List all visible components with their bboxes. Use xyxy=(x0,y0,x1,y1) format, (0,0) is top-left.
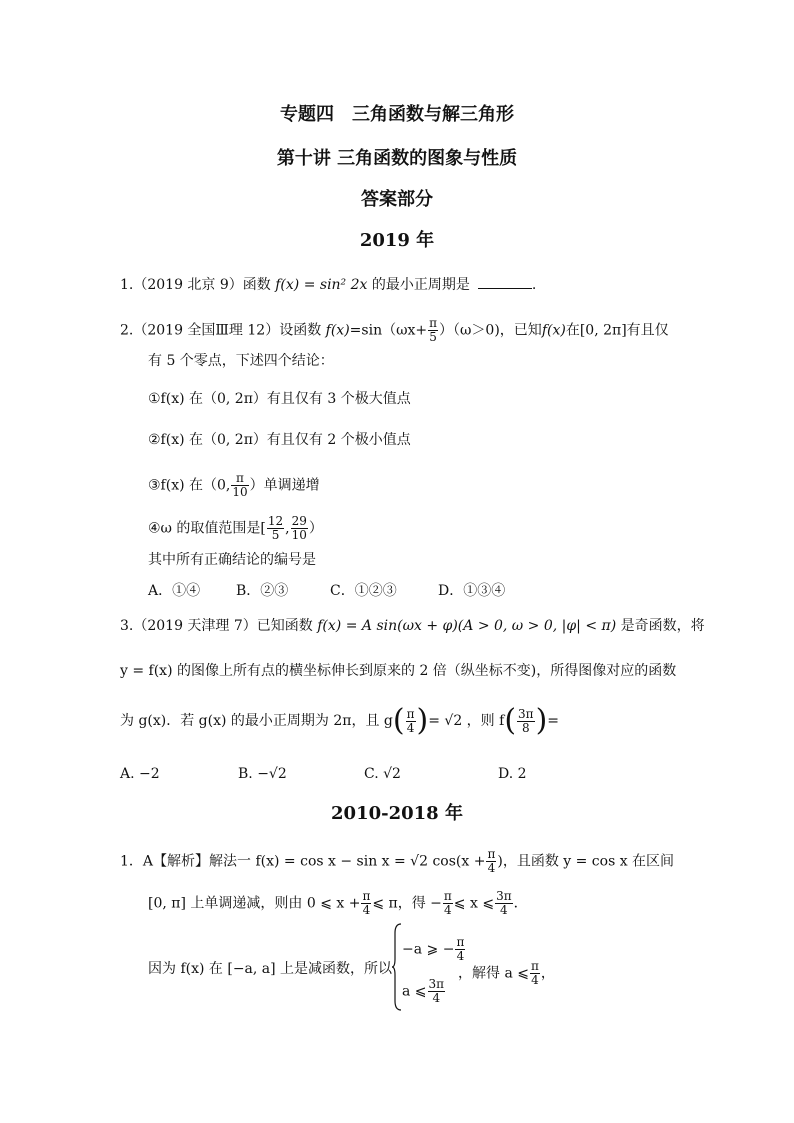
q3-text: 为 g(x)．若 g(x) 的最小正周期为 2π，且 g xyxy=(120,713,393,729)
sys1-den: 4 xyxy=(456,949,465,963)
a1-fraction-1 xyxy=(486,848,496,875)
system-line-1 xyxy=(402,936,466,963)
system-line-2 xyxy=(402,978,446,1005)
question-2-line1 xyxy=(120,317,669,344)
a1-den2: 4 xyxy=(362,903,371,917)
a1-num4: 3π xyxy=(496,889,512,903)
s3-den: 10 xyxy=(232,485,248,499)
s4-num1: 12 xyxy=(267,514,284,528)
a1-line3-end: ， xyxy=(540,965,555,982)
year-heading-2019: 2019 年 xyxy=(359,230,435,251)
a1-num3: π xyxy=(443,889,452,903)
a1-line2-end: ． xyxy=(513,895,528,912)
s4-text: ④ω 的取值范围是[ xyxy=(148,520,266,537)
a1-line2-mid2: ⩽ x ⩽ xyxy=(453,895,495,912)
answer-title: 答案部分 xyxy=(361,189,433,210)
q2-frac-num: π xyxy=(429,316,438,330)
q2-fraction xyxy=(428,317,438,344)
statement-2: ②f(x) 在（0, 2π）有且仅有 2 个极小值点 xyxy=(148,432,411,448)
question-2-ask: 其中所有正确结论的编号是 xyxy=(148,552,316,568)
a1-text1: 1．A【解析】解法一 f(x) = cos x − sin x = √2 cos(x + xyxy=(120,853,486,870)
q2-option-c: C．①②③ xyxy=(330,583,397,599)
q2-option-d: D．①③④ xyxy=(438,583,506,599)
a1-num5: π xyxy=(530,959,539,973)
sys2-fraction xyxy=(428,978,446,1005)
a1-fraction-2 xyxy=(361,890,371,917)
a1-line2-text: [0, π] 上单调递减，则由 0 ⩽ x + xyxy=(148,895,361,912)
q3-g-fraction xyxy=(406,708,416,735)
topic-title: 专题四 三角函数与解三角形 xyxy=(280,104,514,125)
answer-1-line2 xyxy=(148,890,528,917)
a1-line3-text: ，解得 a ⩽ xyxy=(458,965,529,982)
q3-option-b: B. −√2 xyxy=(238,766,287,782)
question-3-line2: y = f(x) 的图像上所有点的横坐标伸长到原来的 2 倍（纵坐标不变)，所得图像对应的函数 xyxy=(120,663,677,679)
q2-frac-den: 5 xyxy=(429,330,437,344)
s3-fraction xyxy=(231,472,248,499)
sys1-fraction xyxy=(455,936,465,963)
a1-den1: 4 xyxy=(487,861,496,875)
question-1: 1.（2019 北京 9）函数 f(x) = sin² 2x 的最小正周期是 . xyxy=(120,277,537,293)
lecture-title: 第十讲 三角函数的图象与性质 xyxy=(276,148,518,169)
year-heading-2010-2018: 2010-2018 年 xyxy=(331,803,463,824)
system-brace xyxy=(392,923,402,1011)
sys2-den: 4 xyxy=(432,991,441,1005)
s4-tail: ） xyxy=(308,520,323,537)
q2-eq: =sin（ωx+ xyxy=(349,322,428,339)
statement-4: ④ω 的取值范围是[ $\frac{12}{5}$ , $\frac{29}{10}$ ） xyxy=(148,514,323,542)
q3-option-a: A. −2 xyxy=(120,766,160,782)
answer-blank xyxy=(478,276,532,289)
sys1-text: −a ⩾ − xyxy=(402,941,455,958)
q3-f-fraction xyxy=(517,708,535,735)
q2-interval: [0, 2π] xyxy=(579,322,627,339)
sys2-text: a ⩽ xyxy=(402,983,427,1000)
q3-tail: 是奇函数，将 xyxy=(616,618,705,634)
sys1-num: π xyxy=(456,935,465,949)
answer-1-line3a: 因为 f(x) 在 [−a, a] 上是减函数，所以 xyxy=(148,961,393,977)
q1-suffix: 的最小正周期是 xyxy=(367,277,470,293)
a1-num2: π xyxy=(362,889,371,903)
q2-tail: 有且仅 xyxy=(626,322,669,339)
a1-fraction-4 xyxy=(495,890,513,917)
answer-1-line3b xyxy=(458,960,555,987)
a1-num1: π xyxy=(487,847,496,861)
s4-fraction-1 xyxy=(267,515,284,542)
q3-label: 3.（2019 天津理 7）已知函数 xyxy=(120,618,318,634)
q3-f-den: 8 xyxy=(521,720,530,735)
q3-option-d: D. 2 xyxy=(498,766,527,782)
q3-mid: = √2 ，则 f xyxy=(428,713,505,729)
statement-3 xyxy=(148,472,320,499)
q3-f-num: 3π xyxy=(518,706,534,721)
q3-option-c: C. √2 xyxy=(364,766,401,782)
s4-den1: 5 xyxy=(271,528,280,542)
q3-formula: f(x) = A sin(ωx + φ)(A > 0, ω > 0, |φ| < π) xyxy=(317,618,617,634)
q1-prefix: 1.（2019 北京 9）函数 xyxy=(120,277,276,293)
a1-den5: 4 xyxy=(531,973,539,987)
a1-fraction-5 xyxy=(530,960,540,987)
q2-in: 在 xyxy=(565,322,580,339)
s4-fraction-2 xyxy=(291,515,308,542)
q2-f: f(x) xyxy=(325,322,350,339)
s4-num2: 29 xyxy=(291,514,307,528)
q3-end: = xyxy=(547,713,560,729)
q1-formula: f(x) = sin² 2x xyxy=(275,277,368,293)
q2-option-b: B．②③ xyxy=(236,583,289,599)
a1-den3: 4 xyxy=(444,903,452,917)
statement-1: ①f(x) 在（0, 2π）有且仅有 3 个极大值点 xyxy=(148,391,411,407)
q2-cond: ）（ω＞0)，已知 xyxy=(439,322,542,339)
s3-num: π xyxy=(231,472,248,486)
a1-den4: 4 xyxy=(500,903,508,917)
q2-option-a: A．①④ xyxy=(148,583,201,599)
a1-text2: )，且函数 y = cos x 在区间 xyxy=(497,853,675,870)
answer-1-line1 xyxy=(120,848,674,875)
q2-f2: f(x) xyxy=(541,322,566,339)
question-2-line2: 有 5 个零点，下述四个结论： xyxy=(148,353,334,369)
s3-text: ③f(x) 在（0, xyxy=(148,477,231,494)
sys2-num: 3π xyxy=(428,977,445,991)
a1-fraction-3 xyxy=(443,890,453,917)
q3-g-den: 4 xyxy=(406,720,415,735)
q3-g-num: π xyxy=(406,706,415,721)
q2-label: 2.（2019 全国Ⅲ理 12）设函数 xyxy=(120,322,326,339)
question-3-line3: 为 g(x)．若 g(x) 的最小正周期为 2π，且 g( $\frac{\pi}{4}$ )= √2 ，则 f( $\frac{3\pi}{8}$ )= xyxy=(120,703,560,738)
question-3-line1 xyxy=(120,617,705,635)
a1-line2-mid: ⩽ π，得 − xyxy=(372,895,442,912)
s3-tail: ）单调递增 xyxy=(249,477,320,494)
s4-den2: 10 xyxy=(291,528,307,542)
